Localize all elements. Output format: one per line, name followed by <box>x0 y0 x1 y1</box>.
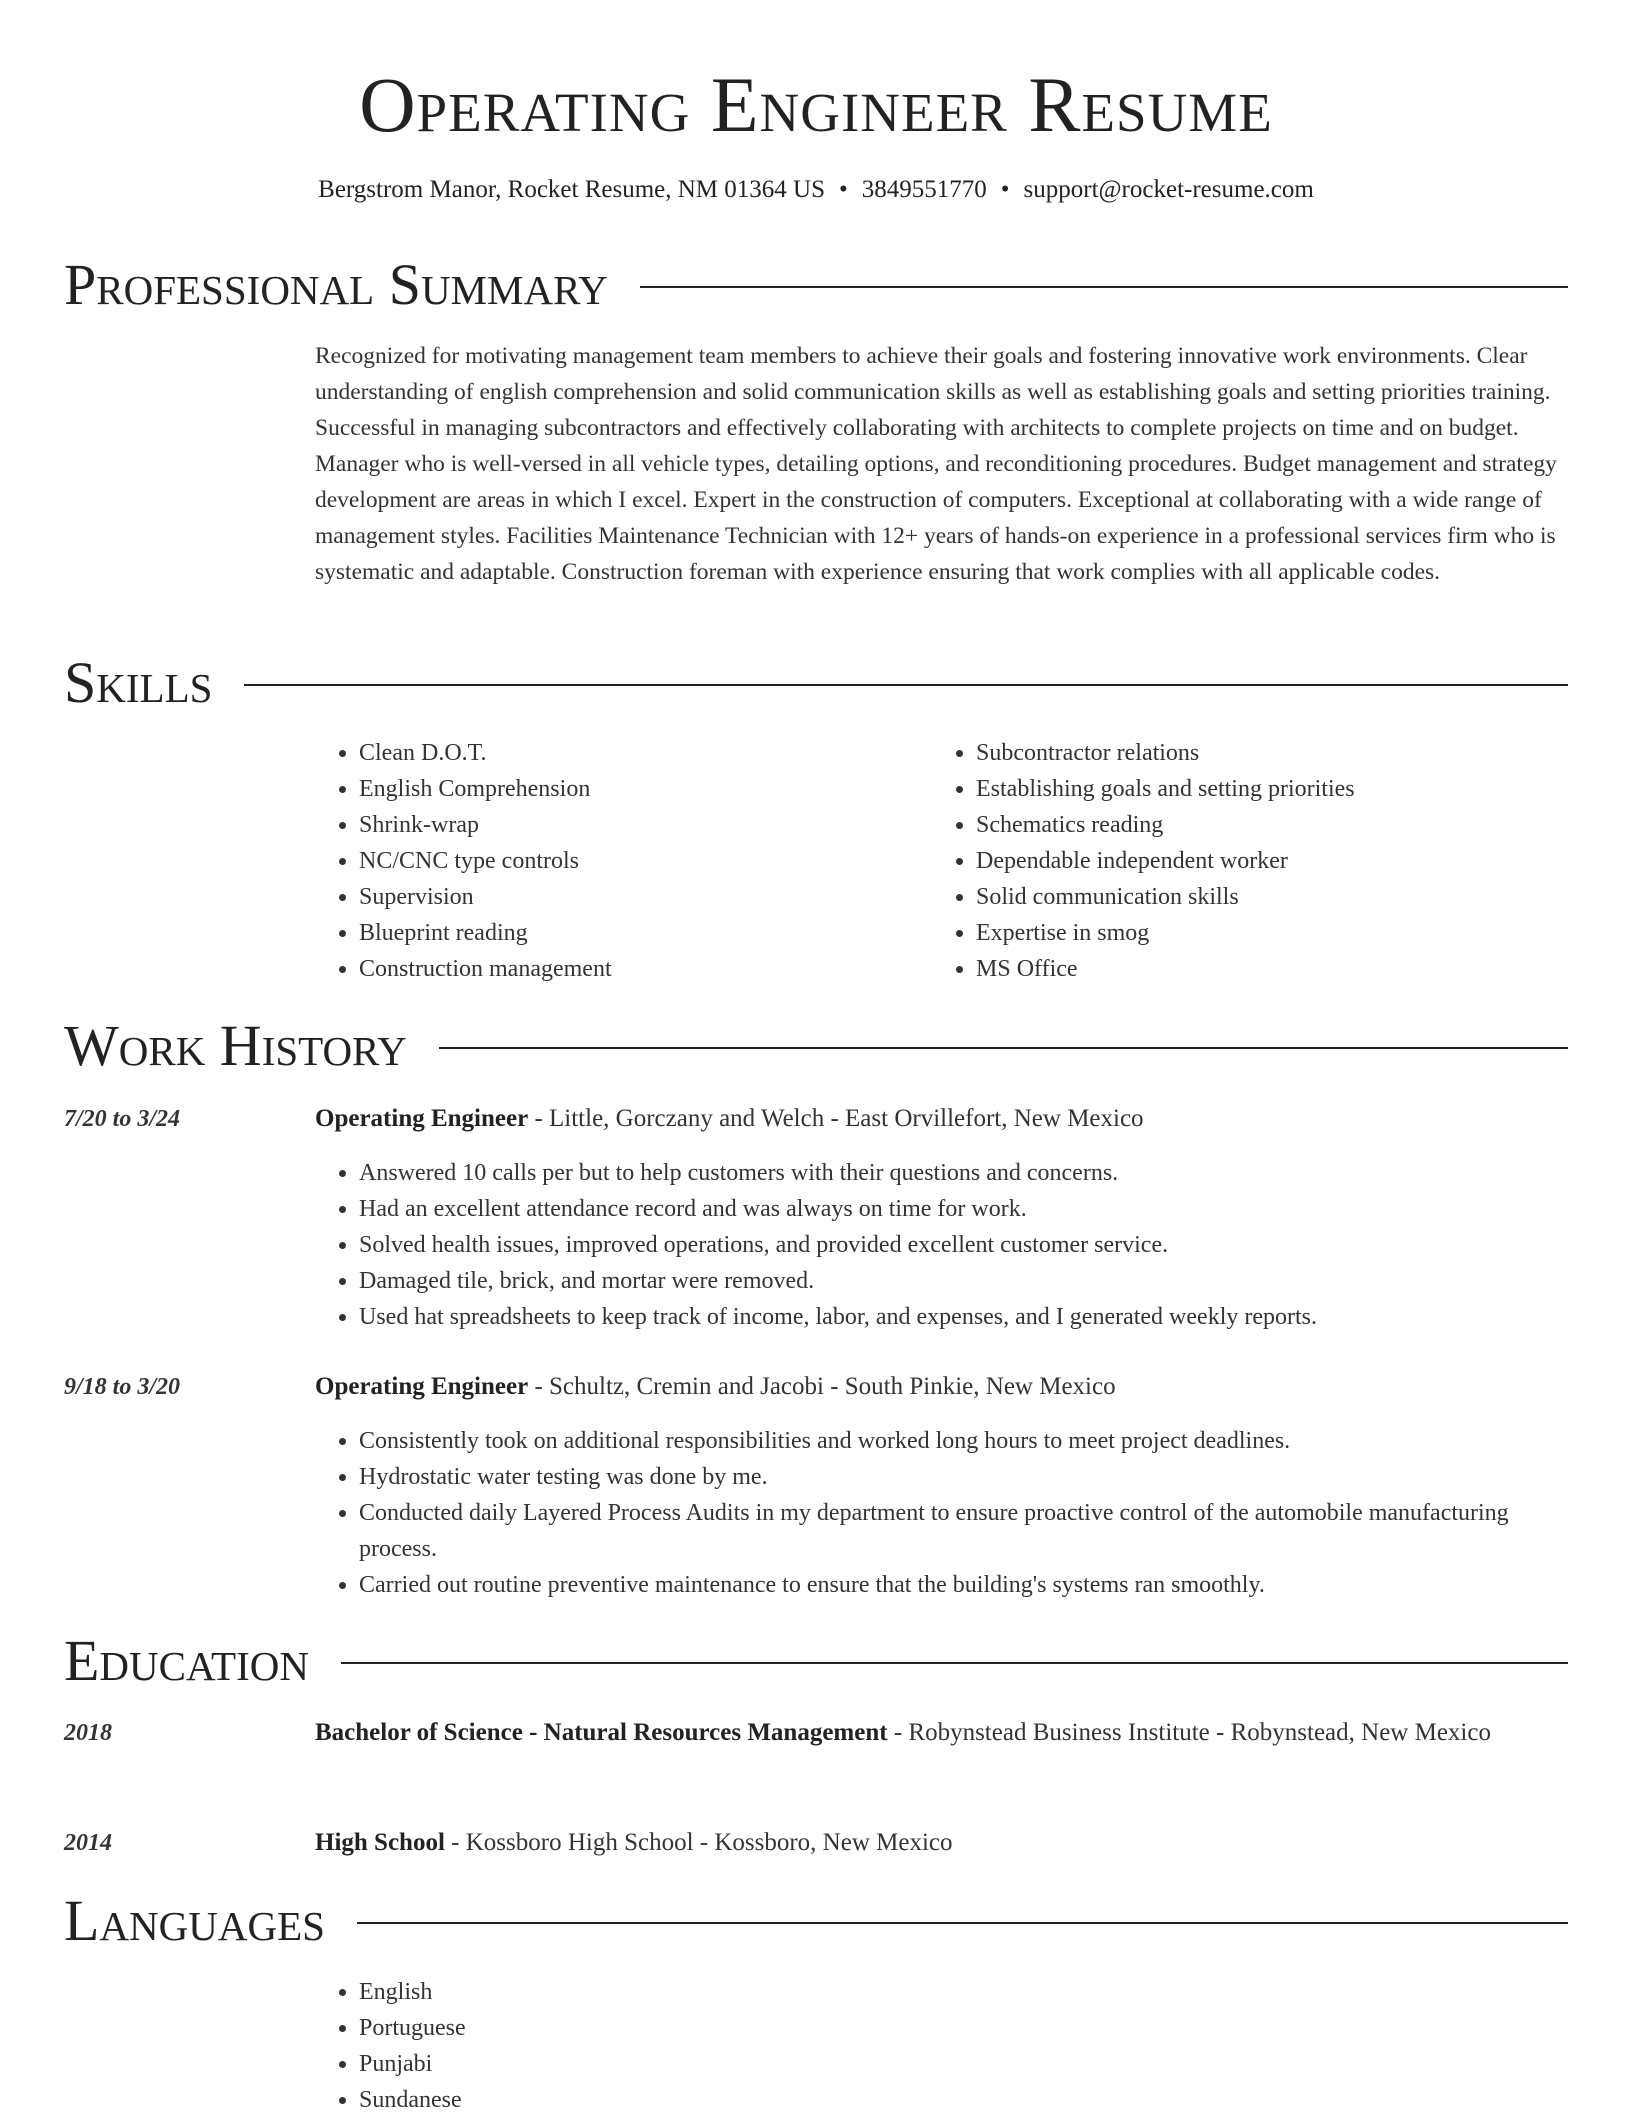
section-divider <box>640 286 1568 288</box>
skill-item: • MS Office <box>976 951 1568 987</box>
language-item: • Portuguese <box>359 2010 1568 2046</box>
duty-item: • Answered 10 calls per but to help customers with their questions and concerns. <box>359 1155 1568 1191</box>
job-details: - Schultz, Cremin and Jacobi - South Pinkie, New Mexico <box>528 1373 1116 1400</box>
job-dates: 7/20 to 3/24 <box>64 1106 181 1132</box>
section-divider <box>341 1662 1568 1664</box>
education-details: - Kossboro High School - Kossboro, New Mexico <box>444 1829 953 1856</box>
section-skills-heading <box>64 650 1568 716</box>
education-degree: High School <box>315 1829 445 1856</box>
education-entry <box>315 1823 1568 1863</box>
duties-list <box>315 1155 1568 1335</box>
duty-item: • Hydrostatic water testing was done by me. <box>359 1459 1568 1495</box>
duty-item: • Had an excellent attendance record and was always on time for work. <box>359 1191 1568 1227</box>
language-item: • Sundanese <box>359 2082 1568 2118</box>
section-title: Work History <box>64 1013 407 1078</box>
section-title: Skills <box>64 650 213 715</box>
education-year: 2014 <box>64 1830 112 1856</box>
section-work-heading <box>64 1013 1568 1079</box>
section-summary-heading <box>64 252 1568 318</box>
job-heading <box>315 1099 1568 1139</box>
contact-email: support@rocket-resume.com <box>1023 176 1314 203</box>
languages-list <box>315 1974 1568 2118</box>
skill-item: • Construction management <box>359 951 915 987</box>
skill-item: • English Comprehension <box>359 771 915 807</box>
section-education-heading <box>64 1628 1568 1694</box>
section-title: Languages <box>64 1888 325 1953</box>
summary-paragraph: Recognized for motivating management team members to achieve their goals and fostering innovative work environments. Clear understanding of english comprehension and solid communication skills as well as establishing goals and setting priorities training. Successful in managing subcontractors and effectively collaborating with architects to complete projects on time and on budget. Manager who is well-versed in all vehicle types, detailing options, and reconditioning procedures. Budget management and strategy development are areas in which I excel. Expert in the construction of computers. Exceptional at collaborating with a wide range of management styles. Facilities Maintenance Technician with 12+ years of hands-on experience in a professional services firm who is systematic and adaptable. Construction foreman with experience ensuring that work complies with all applicable codes. <box>315 343 1557 585</box>
contact-phone: 3849551770 <box>861 176 987 203</box>
skill-item: • Clean D.O.T. <box>359 735 915 771</box>
skill-item: • Expertise in smog <box>976 915 1568 951</box>
section-divider <box>244 684 1568 686</box>
job-duties <box>315 1155 1568 1335</box>
skills-list <box>315 735 915 987</box>
skill-item: • Subcontractor relations <box>976 735 1568 771</box>
section-divider <box>357 1922 1568 1924</box>
duty-item: • Consistently took on additional responsibilities and worked long hours to meet project deadlines. <box>359 1423 1568 1459</box>
contact-address: Bergstrom Manor, Rocket Resume, NM 01364 US <box>318 176 825 203</box>
duties-list <box>315 1423 1568 1603</box>
contact-separator: • <box>839 176 848 203</box>
contact-separator: • <box>1000 176 1010 203</box>
skills-column-left <box>315 735 915 987</box>
language-item: • English <box>359 1974 1568 2010</box>
resume-title: Operating Engineer Resume <box>359 61 1273 148</box>
education-year: 2018 <box>64 1720 112 1746</box>
skill-item: • Dependable independent worker <box>976 843 1568 879</box>
section-divider <box>439 1047 1568 1049</box>
duty-item: • Carried out routine preventive maintenance to ensure that the building's systems ran smoothly. <box>359 1567 1568 1603</box>
section-title: Education <box>64 1628 309 1693</box>
skill-item: • Schematics reading <box>976 807 1568 843</box>
languages-block <box>315 1974 1568 2118</box>
section-title: Professional Summary <box>64 252 608 317</box>
skills-column-right <box>932 735 1568 987</box>
skill-item: • Shrink-wrap <box>359 807 915 843</box>
education-entry <box>315 1713 1568 1753</box>
language-item: • Punjabi <box>359 2046 1568 2082</box>
skills-list <box>932 735 1568 987</box>
duty-item: • Damaged tile, brick, and mortar were removed. <box>359 1263 1568 1299</box>
duty-item: • Solved health issues, improved operations, and provided excellent customer service. <box>359 1227 1568 1263</box>
contact-line <box>0 172 1632 208</box>
education-degree: Bachelor of Science - Natural Resources Management <box>315 1719 888 1746</box>
skill-item: • NC/CNC type controls <box>359 843 915 879</box>
duty-item: • Conducted daily Layered Process Audits in my department to ensure proactive control of the automobile manufacturing process. <box>359 1495 1568 1567</box>
section-languages-heading <box>64 1888 1568 1954</box>
skill-item: • Solid communication skills <box>976 879 1568 915</box>
job-title: Operating Engineer <box>315 1373 529 1400</box>
skill-item: • Blueprint reading <box>359 915 915 951</box>
skill-item: • Establishing goals and setting priorities <box>976 771 1568 807</box>
duty-item: • Used hat spreadsheets to keep track of income, labor, and expenses, and I generated weekly reports. <box>359 1299 1568 1335</box>
job-details: - Little, Gorczany and Welch - East Orvillefort, New Mexico <box>528 1105 1144 1132</box>
job-heading <box>315 1367 1568 1407</box>
job-dates: 9/18 to 3/20 <box>64 1374 181 1400</box>
skill-item: • Supervision <box>359 879 915 915</box>
job-duties <box>315 1423 1568 1603</box>
job-title: Operating Engineer <box>315 1105 529 1132</box>
education-details: - Robynstead Business Institute - Robynstead, New Mexico <box>887 1719 1491 1746</box>
